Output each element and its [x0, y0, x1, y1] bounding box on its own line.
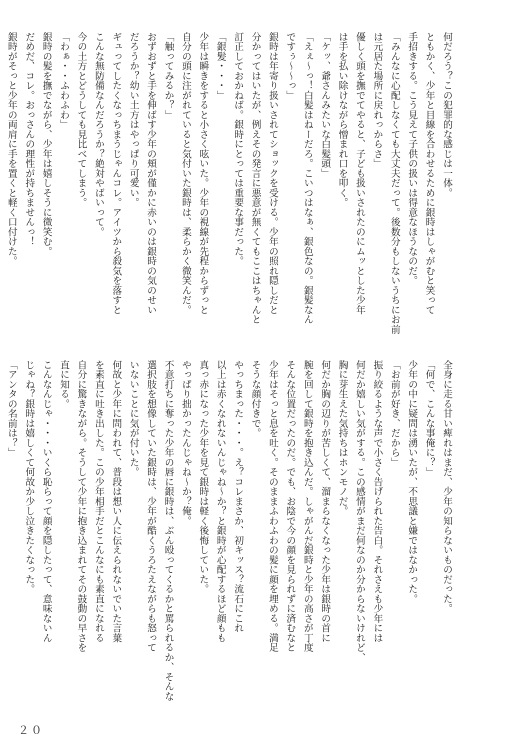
text-line: 全身に走る甘い痺れはまだ、少年の知らないものだった。	[441, 360, 452, 614]
text-line: いないことに気が付いた。	[127, 360, 139, 477]
text-line: 分かってはいたが、例えその発言に悪意が無くてもここはちゃんと	[249, 32, 261, 325]
text-line: じゃね？銀時は嬉しくて何故か少し泣きたくなった。	[23, 360, 35, 594]
text-line: 自分の頭に注がれていると気付いた銀時は、柔らかく微笑んだ。	[179, 32, 191, 315]
text-line: やっぱり拙かったんじゃね～か？俺。	[179, 360, 191, 526]
text-line: おずおずと手を伸ばす少年の頬が僅かに赤いのは銀時の気のせい	[145, 32, 157, 315]
text-line: 「ケッ、爺さんみたいな白髪頭」	[319, 32, 331, 179]
text-line: 何だか嬉しい気がする。この感情がまだ何なのか分からないけれど、	[353, 360, 365, 663]
text-line: 何だろう？この犯罪的な感じは一体。	[441, 32, 452, 198]
text-line: だめだ、コレ。おっさんの理性が持ちませんっ！	[23, 32, 35, 247]
text-line: 「銀髪・・・」	[214, 32, 226, 101]
text-line: 「えぇ～っ！白髪はねーだろ。こいつはなぁ、銀色なの。銀髪なん	[301, 32, 313, 325]
text-line: 「触ってみるか？」	[162, 32, 174, 120]
text-line: 少年の中に疑問は湧いたが、不思議と嫌ではなかった。	[406, 360, 418, 604]
text-line: 直に知る。	[58, 360, 70, 409]
text-line: は手を払い除けながら憎まれ口を叩く。	[336, 32, 348, 208]
text-line: ですぅ～～っ」	[284, 32, 296, 101]
text-line: 銀時がそっと少年の両肩に手を置くと軽く口付けた。	[5, 32, 17, 266]
text-line: 銀時の髪を撫でながら、少年は嬉しそうに微笑む。	[40, 32, 52, 257]
text-line: 「わぁ・・ふわふわ」	[58, 32, 70, 130]
text-line: 胸に芽生えた気持ちはホンモノだ。	[336, 360, 348, 516]
text-line: 今の土方とどうしても見比べてしまう。	[75, 32, 87, 208]
text-line: 振り絞るような声で小さく告げられた告白。それさえも少年には	[371, 360, 383, 643]
text-line: 何故と少年に問われて、普段は想い人に伝えられないでいた言葉	[110, 360, 122, 643]
text-line: こんな無防備なんだろうか？絶対やばいって。	[92, 32, 104, 237]
text-line: 不意打ちに奪った少年の唇に銀時は、ぶん殴ってくるかと罵られるか、そんな	[162, 360, 174, 702]
bottom-text-block	[5, 360, 455, 702]
text-line: 手招きする。こう見えて子供の扱いは得意なほうなのだ。	[406, 32, 418, 286]
text-line: 「お前が好き、だから」	[388, 360, 400, 468]
text-line: 優しく頭を撫でてやると、子ども扱いされたのにムッとした少年	[353, 32, 365, 315]
text-line: 腕を回して銀時を抱き込んだ。しゃがんだ銀時と少年の高さが丁度	[301, 360, 313, 653]
text-line: を素直に吐き出した。この少年相手だとこんなにも素直になれる	[92, 360, 104, 643]
text-line: 少年は瞬きをすると小さく呟いた。少年の視線が先程からずっと	[197, 32, 209, 315]
page-number: ２０	[18, 724, 44, 737]
text-line: 選択肢を想像していた銀時は、少年が酷くうろたえながらも怒って	[145, 360, 157, 653]
text-line: 「アンタの名前は？」	[5, 360, 17, 458]
text-line: 自分に驚きながら。そうして少年に抱き込まれてその鼓動の早さを	[75, 360, 87, 653]
text-line: 訂正しておかねば。銀時にとっては重要な事だった。	[232, 32, 244, 266]
text-line: 何だか胸の辺りが苦しくて、溜まらなくなった少年は銀時の首に	[319, 360, 331, 643]
text-line: やっちまった・・・。え？コレまさか、初キッス？流石にこれ	[232, 360, 244, 633]
text-line: ともかく、少年と目線を合わせるために銀時はしゃがむと笑って	[423, 32, 435, 315]
text-line: 少年はそっと息を吐く。そのままふわふわの髪に顔を埋める。満足	[266, 360, 278, 653]
text-line: だろうか？幼い土方はやっぱり可愛い。	[127, 32, 139, 208]
text-line: ギュってしたくなっちまうじゃんコレ。アイツから殺気を落すと	[110, 32, 122, 315]
text-line: 銀時は年寄り扱いされてショックを受ける。少年の照れ隠しだと	[266, 32, 278, 315]
text-line: 「みんなに心配しなくても大丈夫だって。後数分もしないうちにお前	[388, 32, 400, 335]
top-text-block	[5, 32, 455, 335]
text-line: そんな位置だったのだ。でも、お陰で今の顔を見られずに済むなと	[284, 360, 296, 653]
text-line: そうな顔付きで。	[249, 360, 261, 438]
text-line: 以上は赤くなれないんじゃね～か？と銀時が心配するほど顔もも	[214, 360, 226, 643]
text-line: こんなんじゃ・・・いくら恥らって顔を隠したって、意味ないん	[40, 360, 52, 643]
text-line: は元居た場所に戻れっからさ」	[371, 32, 383, 169]
text-line: 真っ赤になった少年を見て銀時は軽く後悔していた。	[197, 360, 209, 594]
text-line: 「何で、こんな事俺に？」	[423, 360, 435, 477]
